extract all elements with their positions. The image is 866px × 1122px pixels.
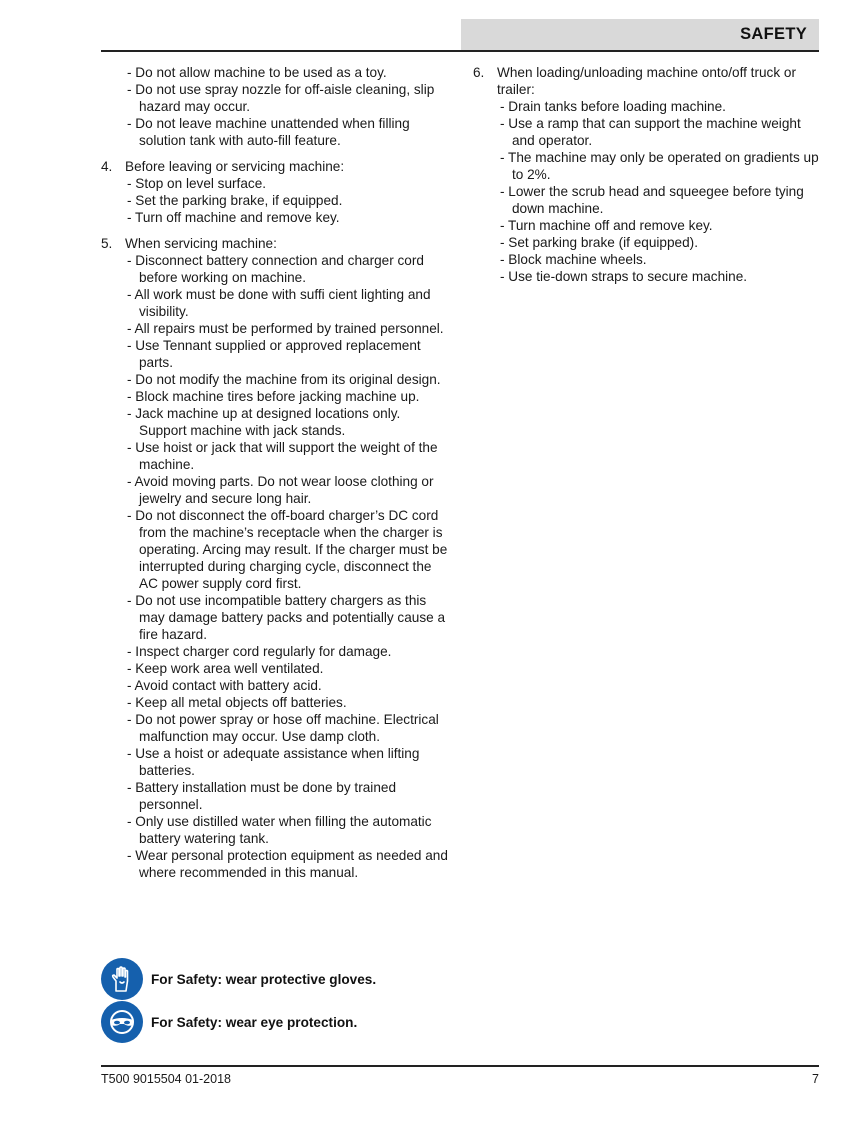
list-item: - Avoid moving parts. Do not wear loose clothing or jewelry and secure long hair. [127, 474, 434, 506]
list-item: - Wear personal protection equipment as needed and where recommended in this manual. [127, 848, 448, 880]
list-item: - All repairs must be performed by trained personnel. [127, 321, 444, 336]
section-4-list [101, 175, 451, 226]
document-id: T500 9015504 01-2018 [101, 1072, 231, 1086]
list-item: - Do not modify the machine from its original design. [127, 372, 441, 387]
list-item: - Block machine wheels. [500, 252, 647, 267]
list-item: - Use Tennant supplied or approved replacement parts. [127, 338, 421, 370]
eye-protection-icon [101, 1001, 143, 1043]
list-item: - Do not disconnect the off-board charger’s DC cord from the machine’s receptacle when the charger is operating. Arcing may result. If the charger must be interrupted during charging cycle, disconnect the AC power supply cord first. [127, 508, 448, 591]
section-title: Before leaving or servicing machine: [125, 159, 345, 174]
section-title: When servicing machine: [125, 236, 277, 251]
header-rule [101, 50, 819, 52]
section-number: 4. [101, 159, 113, 174]
list-item: - Drain tanks before loading machine. [500, 99, 726, 114]
header-band [461, 19, 819, 51]
section-4 [101, 158, 451, 226]
left-column [101, 64, 451, 881]
list-item: - Do not use incompatible battery chargers as this may damage battery packs and potentially cause a fire hazard. [127, 593, 446, 642]
safety-note-text: For Safety: wear eye protection. [151, 1014, 358, 1030]
list-item: - Inspect charger cord regularly for damage. [127, 644, 392, 659]
section-5 [101, 235, 451, 881]
list-item: - All work must be done with suffi cient lighting and visibility. [127, 287, 431, 319]
page-number: 7 [812, 1072, 819, 1086]
list-item: - Lower the scrub head and squeegee before tying down machine. [500, 184, 804, 216]
safety-note-gloves [101, 958, 376, 1000]
list-item: - The machine may only be operated on gradients up to 2%. [500, 150, 819, 182]
list-item: - Keep all metal objects off batteries. [127, 695, 347, 710]
list-item: - Set the parking brake, if equipped. [127, 193, 343, 208]
section-6-list [473, 98, 823, 285]
safety-note-text: For Safety: wear protective gloves. [151, 971, 377, 987]
list-item: - Jack machine up at designed locations only. Support machine with jack stands. [127, 406, 401, 438]
list-item: - Do not leave machine unattended when filling solution tank with auto-fill feature. [127, 116, 410, 148]
intro-list [101, 64, 451, 149]
list-item: - Do not use spray nozzle for off-aisle cleaning, slip hazard may occur. [127, 82, 435, 114]
list-item: - Use a ramp that can support the machine weight and operator. [500, 116, 801, 148]
list-item: - Only use distilled water when filling the automatic battery watering tank. [127, 814, 432, 846]
gloves-icon [101, 958, 143, 1000]
section-title: When loading/unloading machine onto/off truck or trailer: [497, 65, 797, 97]
list-item: - Stop on level surface. [127, 176, 267, 191]
list-item: - Use hoist or jack that will support the weight of the machine. [127, 440, 438, 472]
list-item: - Battery installation must be done by trained personnel. [127, 780, 397, 812]
list-item: - Do not allow machine to be used as a toy. [127, 65, 387, 80]
list-item: - Turn off machine and remove key. [127, 210, 340, 225]
section-number: 5. [101, 236, 113, 251]
list-item: - Set parking brake (if equipped). [500, 235, 698, 250]
section-5-list [101, 252, 451, 881]
list-item: - Do not power spray or hose off machine. Electrical malfunction may occur. Use damp cloth. [127, 712, 439, 744]
section-6 [473, 64, 823, 285]
list-item: - Keep work area well ventilated. [127, 661, 324, 676]
list-item: - Avoid contact with battery acid. [127, 678, 322, 693]
list-item: - Use a hoist or adequate assistance when lifting batteries. [127, 746, 420, 778]
footer-rule [101, 1065, 819, 1067]
safety-note-eyes [101, 1001, 357, 1043]
list-item: - Turn machine off and remove key. [500, 218, 713, 233]
list-item: - Disconnect battery connection and charger cord before working on machine. [127, 253, 424, 285]
list-item: - Block machine tires before jacking machine up. [127, 389, 420, 404]
section-number: 6. [473, 65, 485, 80]
list-item: - Use tie-down straps to secure machine. [500, 269, 748, 284]
page-section-title: SAFETY [740, 25, 807, 43]
right-column [473, 64, 823, 285]
